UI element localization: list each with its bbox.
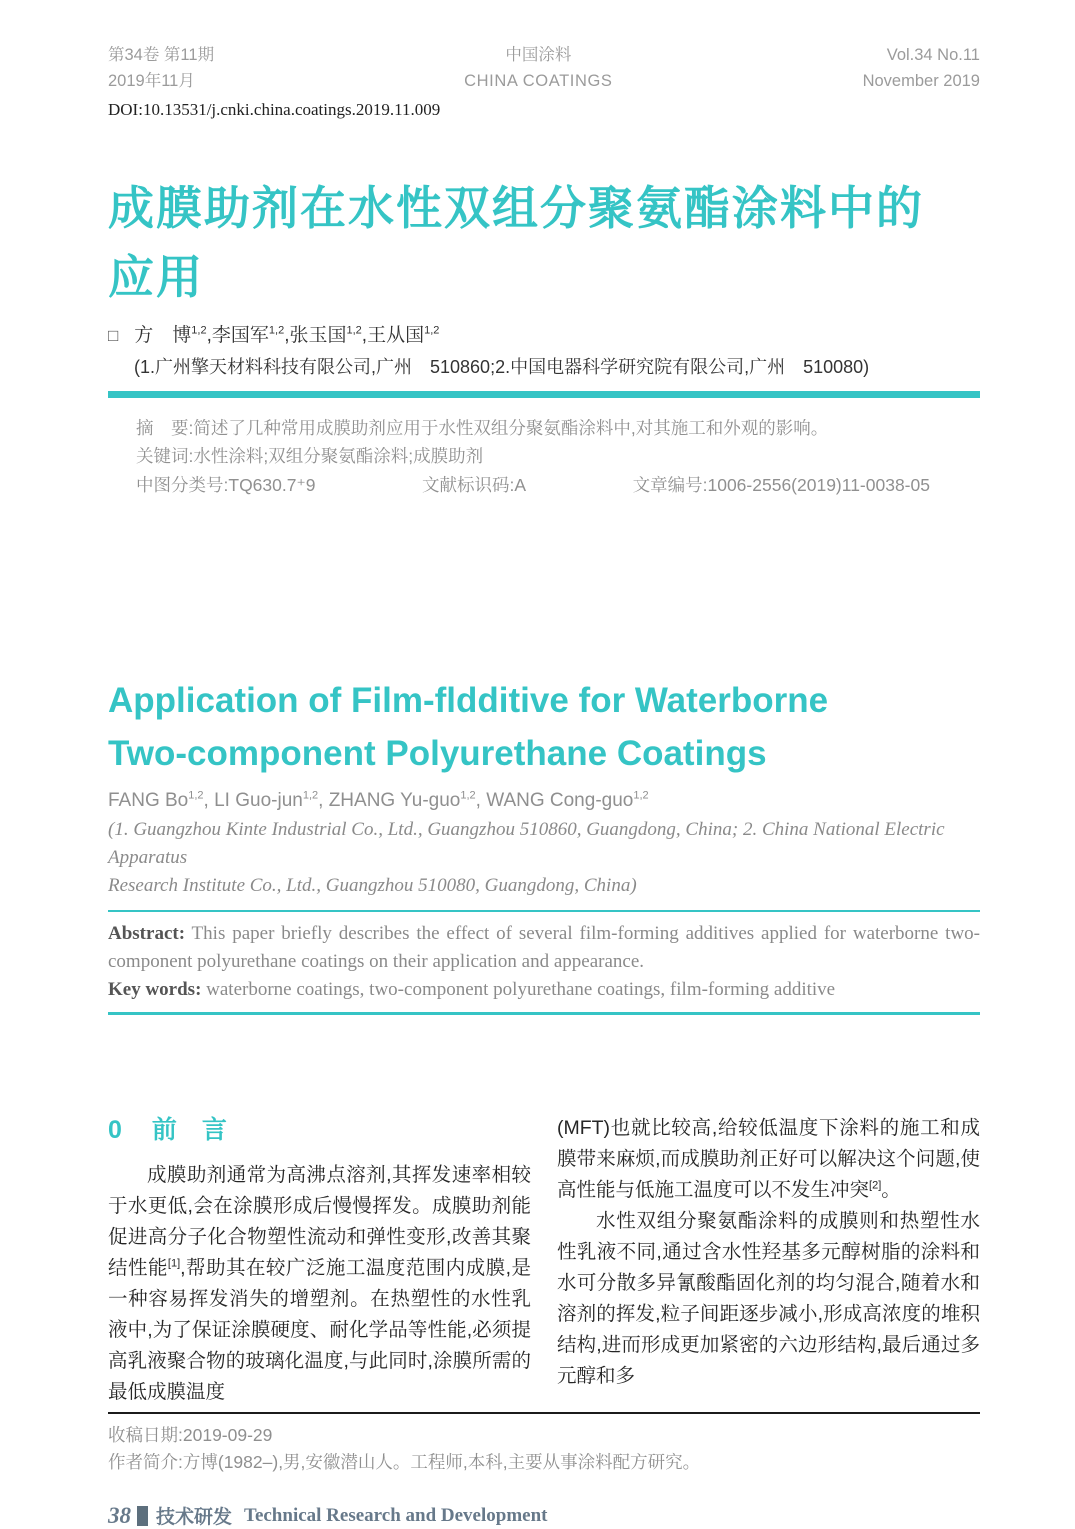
section-number: 0 bbox=[108, 1116, 122, 1144]
abstract-cn-text: 简述了几种常用成膜助剂应用于水性双组分聚氨酯涂料中,对其施工和外观的影响。 bbox=[193, 418, 829, 438]
author-name: LI Guo-jun bbox=[214, 790, 303, 811]
author-name: 李国军 bbox=[211, 325, 269, 346]
author-en-3 bbox=[329, 790, 487, 811]
author-bio-line bbox=[108, 1449, 980, 1476]
author-sup: 1,2 bbox=[424, 324, 440, 337]
volume-issue-en: Vol.34 No.11 bbox=[886, 46, 980, 64]
doc-code-label: 文献标识码: bbox=[422, 475, 515, 495]
author-sep: , bbox=[361, 325, 368, 346]
author-cn-2 bbox=[212, 325, 290, 346]
doi-line: DOI:10.13531/j.cnki.china.coatings.2019.11.009 bbox=[108, 100, 441, 119]
authors-cn bbox=[108, 320, 980, 347]
journal-name-block bbox=[464, 42, 612, 94]
paragraph-right-1 bbox=[557, 1113, 980, 1206]
journal-name-en: CHINA COATINGS bbox=[464, 72, 613, 90]
right-column bbox=[557, 1113, 980, 1408]
keywords-cn-line bbox=[136, 442, 930, 470]
author-sep: , bbox=[475, 790, 487, 811]
article-id bbox=[633, 471, 930, 499]
keywords-en-label: Key words: bbox=[108, 979, 202, 1000]
footer-section-en: Technical Research and Development bbox=[244, 1504, 548, 1526]
journal-header bbox=[108, 42, 980, 94]
keywords-cn-text: 水性涂料;双组分聚氨酯涂料;成膜助剂 bbox=[193, 446, 484, 466]
author-sup: 1,2 bbox=[633, 789, 649, 802]
author-sup: 1,2 bbox=[460, 789, 476, 802]
page-footer bbox=[108, 1502, 980, 1529]
author-sup: 1,2 bbox=[188, 789, 204, 802]
paragraph-text: 成膜助剂通常为高沸点溶剂,其挥发速率相较于水更低,会在涂膜形成后慢慢挥发。成膜助剂能促进高分子化合物塑性流动和弹性变形,改善其聚结性能 bbox=[108, 1164, 531, 1279]
author-cn-4 bbox=[367, 325, 439, 346]
section-heading bbox=[108, 1115, 531, 1146]
author-name: FANG Bo bbox=[108, 790, 189, 811]
keywords-en-text: waterborne coatings, two-component polyurethane coatings, film-forming additive bbox=[201, 979, 836, 1000]
paragraph-text: ,帮助其在较广泛施工温度范围内成膜,是一种容易挥发消失的增塑剂。在热塑性的水性乳液中,为了保证涂膜硬度、耐化学品等性能,必须提高乳液聚合物的玻璃化温度,与此同时,涂膜所需的最低成膜温度 bbox=[108, 1257, 531, 1403]
affiliation-en bbox=[108, 816, 980, 900]
citation-ref-1: [1] bbox=[167, 1257, 181, 1270]
date-en: November 2019 bbox=[862, 72, 980, 90]
abstract-cn-line bbox=[136, 414, 930, 442]
teal-rule-top bbox=[108, 910, 980, 912]
abstract-en-block bbox=[108, 920, 980, 1004]
abstract-en-paragraph bbox=[108, 920, 980, 976]
article-body bbox=[108, 1113, 980, 1408]
author-sup: 1,2 bbox=[302, 789, 319, 802]
document-code bbox=[422, 471, 526, 499]
author-sup: 1,2 bbox=[191, 324, 207, 337]
page-number: 38 bbox=[108, 1502, 131, 1528]
abstract-en-label: Abstract: bbox=[108, 923, 186, 944]
meta-row bbox=[136, 471, 930, 499]
author-cn-3 bbox=[289, 325, 367, 346]
journal-name-cn: 中国涂料 bbox=[505, 46, 572, 64]
author-name: 方 博 bbox=[134, 325, 192, 346]
author-en-4 bbox=[486, 790, 648, 811]
abstract-cn-block bbox=[108, 414, 980, 499]
author-name: WANG Cong-guo bbox=[486, 790, 634, 811]
teal-divider-bar bbox=[108, 391, 980, 398]
keywords-cn-label: 关键词: bbox=[136, 446, 194, 466]
header-issue-info-en bbox=[863, 42, 980, 94]
author-en-2 bbox=[214, 790, 329, 811]
author-name: 王从国 bbox=[367, 325, 425, 346]
article-title-cn bbox=[108, 174, 980, 312]
paragraph-text: (MFT)也就比较高,给较低温度下涂料的施工和成膜带来麻烦,而成膜助剂正好可以解决这个问题,使高性能与低施工温度可以不发生冲突 bbox=[557, 1117, 980, 1201]
abstract-cn-label: 摘 要: bbox=[136, 418, 194, 438]
article-title-cn-line1: 成膜助剂在水性双组分聚氨酯涂料中的 bbox=[108, 182, 924, 234]
clc-value: TQ630.7⁺9 bbox=[228, 475, 316, 495]
abstract-en-text: This paper briefly describes the effect of several film-forming additives applied for waterborne two-component polyurethane coatings on their application and appearance. bbox=[108, 923, 980, 972]
clc-number bbox=[136, 471, 315, 499]
footer-section-cn: 技术研发 bbox=[156, 1507, 233, 1528]
article-id-label: 文章编号: bbox=[632, 475, 708, 495]
footnote-block bbox=[108, 1422, 980, 1476]
article-id-value: 1006-2556(2019)11-0038-05 bbox=[707, 475, 930, 495]
clc-label: 中图分类号: bbox=[136, 475, 229, 495]
paragraph-left bbox=[108, 1160, 531, 1408]
affiliation-en-line2: Research Institute Co., Ltd., Guangzhou 510080, Guangdong, China) bbox=[108, 875, 637, 896]
teal-rule-bottom bbox=[108, 1012, 980, 1015]
authors-en bbox=[108, 790, 980, 812]
paragraph-text: 。 bbox=[881, 1179, 901, 1201]
article-title-en-line1: Application of Film-fldditive for Waterborne bbox=[108, 681, 829, 720]
header-issue-info-cn bbox=[108, 42, 214, 94]
affiliation-en-line1: (1. Guangzhou Kinte Industrial Co., Ltd., Guangzhou 510860, Guangdong, China; 2. China National Electric Apparatus bbox=[108, 819, 945, 868]
affiliation-cn: (1.广州擎天材料科技有限公司,广州 510860;2.中国电器科学研究院有限公司,广州 510080) bbox=[134, 357, 870, 377]
author-marker-square: □ bbox=[108, 326, 119, 345]
author-en-1 bbox=[108, 790, 214, 811]
doc-code-value: A bbox=[514, 475, 527, 495]
author-sep: , bbox=[203, 790, 215, 811]
footnote-divider bbox=[108, 1412, 980, 1414]
author-sep: , bbox=[284, 325, 290, 346]
author-sep: , bbox=[206, 325, 212, 346]
section-title: 前 言 bbox=[151, 1116, 227, 1144]
received-date-value: 2019-09-29 bbox=[182, 1425, 273, 1445]
received-date-label: 收稿日期: bbox=[108, 1425, 183, 1445]
author-name: ZHANG Yu-guo bbox=[328, 790, 461, 811]
footer-block-icon bbox=[137, 1506, 148, 1526]
author-bio-text: 方博(1982–),男,安徽潜山人。工程师,本科,主要从事涂料配方研究。 bbox=[182, 1452, 701, 1472]
article-title-en bbox=[108, 675, 980, 780]
received-date-line bbox=[108, 1422, 980, 1449]
author-bio-label: 作者简介: bbox=[108, 1452, 183, 1472]
citation-ref-2: [2] bbox=[869, 1179, 882, 1192]
author-sep: , bbox=[318, 790, 329, 811]
article-title-en-line2: Two-component Polyurethane Coatings bbox=[108, 733, 767, 773]
keywords-en-line bbox=[108, 976, 980, 1004]
article-title-cn-line2: 应用 bbox=[108, 251, 204, 303]
author-sup: 1,2 bbox=[346, 324, 362, 337]
date-cn: 2019年11月 bbox=[108, 72, 195, 90]
left-column bbox=[108, 1113, 531, 1408]
volume-issue-cn: 第34卷 第11期 bbox=[108, 46, 215, 64]
author-name: 张玉国 bbox=[289, 325, 347, 346]
author-cn-1 bbox=[134, 325, 212, 346]
author-sup: 1,2 bbox=[268, 324, 285, 337]
paragraph-right-2: 水性双组分聚氨酯涂料的成膜则和热塑性水性乳液不同,通过含水性羟基多元醇树脂的涂料和水可分散多异氰酸酯固化剂的均匀混合,随着水和溶剂的挥发,粒子间距逐步减小,形成高浓度的堆积结构,进而形成更加紧密的六边形结构,最后通过多元醇和多 bbox=[557, 1210, 980, 1387]
